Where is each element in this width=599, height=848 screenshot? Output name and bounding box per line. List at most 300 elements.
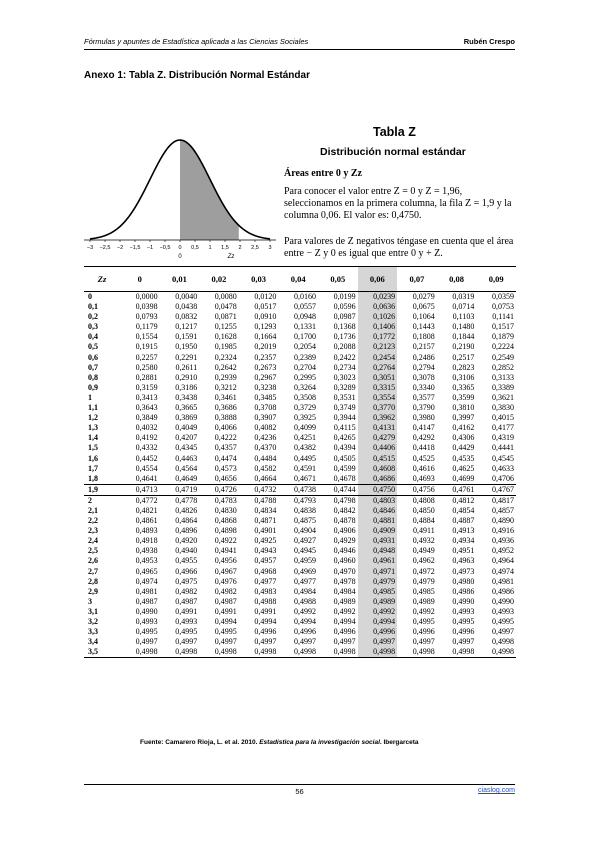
table-row [84,607,516,617]
table-cell: 0,3289 [333,382,356,392]
table-row [84,484,516,495]
table-cell: 0,4992 [333,606,356,616]
table-cell: 0,4332 [135,443,158,453]
table-cell: 0,4896 [175,526,198,536]
table-cell: 0,4582 [254,463,277,473]
table-cell: 0,3078 [412,372,435,382]
table-cell: 0,4997 [293,637,316,647]
table-cell: 0,4207 [175,433,198,443]
row-z-value: 1,9 [84,484,120,495]
row-z-value: 0,5 [88,342,98,352]
table-cell: 0,3365 [452,382,475,392]
table-cell: 0,4949 [412,546,435,556]
table-cell: 0,0160 [293,292,316,301]
table-cell: 0,2823 [452,362,475,372]
table-cell: 0,2642 [214,362,237,372]
table-cell: 0,3413 [135,392,158,402]
table-cell: 0,4898 [214,526,237,536]
figure-title: Tabla Z [373,125,416,139]
table-cell: 0,4842 [333,505,356,515]
table-cell: 0,2967 [254,372,277,382]
row-z-value: 0 [88,292,92,301]
table-cell: 0,4901 [254,526,277,536]
row-z-value: 2,1 [88,505,98,515]
axis-tick-label: −3 [86,245,94,251]
table-cell: 0,4960 [333,556,356,566]
header-col: 0 [120,267,160,292]
table-cell: 0,4664 [254,473,277,483]
table-cell: 0,3599 [452,392,475,402]
table-cell: 0,2995 [293,372,316,382]
table-cell: 0,4812 [452,495,475,505]
axis-tick-label: 1,5 [221,245,229,251]
table-row [84,526,516,536]
row-z-value: 1,4 [88,433,98,443]
table-cell: 0,0596 [333,302,356,312]
table-cell: 0,4998 [160,647,200,658]
table-cell: 0,4989 [358,597,398,607]
table-cell: 0,4599 [333,463,356,473]
table-cell: 0,4890 [492,516,514,526]
table-cell: 0,4131 [358,423,398,433]
table-cell: 0,4515 [358,454,398,464]
table-cell: 0,4996 [452,627,475,637]
table-cell: 0,4909 [358,526,398,536]
table-cell: 0,4911 [413,526,435,536]
table-cell: 0,4995 [135,627,158,637]
axis-tick-label: 3 [268,245,272,251]
table-cell: 0,4881 [358,516,398,526]
table-row [84,383,516,393]
table-cell: 0,4821 [135,505,158,515]
table-cell: 0,3686 [214,403,237,413]
z-table-header [84,267,516,292]
table-cell: 0,4952 [492,546,514,556]
table-row [84,454,516,464]
table-cell: 0,4251 [293,433,316,443]
table-cell: 0,4686 [358,474,398,485]
table-cell: 0,4783 [214,495,237,505]
row-z-value: 0,7 [88,362,98,372]
table-cell: 0,4984 [333,586,356,596]
table-cell: 0,4319 [492,433,514,443]
table-cell: 0,1879 [492,332,514,342]
table-row [84,363,516,373]
table-cell: 0,0080 [214,292,237,301]
table-cell: 0,4738 [278,484,318,495]
table-row [84,516,516,526]
table-cell: 0,4989 [412,596,435,606]
table-row [84,353,516,363]
table-cell: 0,4995 [452,617,475,626]
table-cell: 0,3643 [135,403,158,413]
shaded-area [180,140,239,240]
table-row [84,495,516,506]
table-cell: 0,0517 [254,302,277,312]
table-cell: 0,4292 [412,433,435,443]
table-cell: 0,4554 [135,463,158,473]
table-cell: 0,4951 [452,546,475,556]
table-row [84,423,516,433]
table-cell: 0,4976 [214,576,237,586]
table-cell: 0,4998 [278,647,318,658]
table-cell: 0,4591 [293,463,316,473]
table-cell: 0,4706 [492,473,514,483]
table-cell: 0,2910 [175,372,198,382]
table-cell: 0,4761 [437,484,477,495]
table-cell: 0,2019 [254,342,277,352]
table-cell: 0,4997 [358,637,398,647]
table-cell: 0,4998 [476,647,516,658]
table-cell: 0,3531 [333,392,356,402]
table-cell: 0,4997 [492,627,514,637]
axis-tick-label: 2 [238,245,242,251]
table-cell: 0,4972 [412,566,435,576]
table-cell: 0,4995 [492,617,514,626]
table-cell: 0,2764 [358,363,398,373]
axis-tick-label: 0,5 [191,245,199,251]
table-cell: 0,1591 [175,332,198,342]
table-cell: 0,4997 [452,637,475,647]
table-cell: 0,4463 [175,453,198,463]
table-cell: 0,4974 [135,576,158,586]
axis-tick-label: 2,5 [251,245,259,251]
figure-subtitle: Distribución normal estándar [320,146,466,158]
z-table [84,266,516,658]
table-cell: 0,4959 [293,556,316,566]
source-citation: Fuente: Camarero Rioja, L. et al. 2010. Estadística para la investigación social. Ibergarceta [140,739,419,746]
table-cell: 0,3790 [412,403,435,413]
table-cell: 0,4997 [333,637,356,647]
table-cell: 0,4345 [175,443,198,453]
table-cell: 0,3577 [412,392,435,402]
table-cell: 0,4671 [293,473,316,483]
table-cell: 0,4505 [333,453,356,463]
table-cell: 0,3925 [293,413,316,423]
table-cell: 0,4788 [254,495,277,505]
table-cell: 0,4987 [175,596,198,606]
axis-tick-label: −1,5 [129,245,141,251]
table-row [84,322,516,332]
table-cell: 0,4997 [135,637,158,647]
row-z-value: 3,4 [88,637,98,647]
table-cell: 0,4906 [333,526,356,536]
table-cell: 0,1772 [358,332,398,342]
table-cell: 0,1331 [293,322,316,332]
table-cell: 0,4963 [452,556,475,566]
table-cell: 0,4608 [358,464,398,474]
table-row [84,312,516,322]
table-cell: 0,4982 [214,586,237,596]
table-cell: 0,4957 [254,556,277,566]
table-cell: 0,0319 [452,292,475,301]
table-cell: 0,0438 [175,302,198,312]
table-cell: 0,4147 [412,423,435,433]
header-col: 0,05 [318,267,358,292]
table-cell: 0,4985 [412,586,435,596]
table-cell: 0,2486 [412,352,435,362]
table-cell: 0,4987 [135,596,158,606]
table-cell: 0,2324 [214,352,237,362]
table-cell: 0,4904 [293,526,316,536]
table-cell: 0,4236 [254,433,277,443]
table-cell: 0,3869 [175,413,198,423]
table-cell: 0,4854 [452,505,475,515]
table-row [84,413,516,423]
table-cell: 0,2088 [333,342,356,352]
table-cell: 0,4222 [214,433,237,443]
table-cell: 0,4956 [214,556,237,566]
table-cell: 0,4357 [214,443,237,453]
table-cell: 0,4394 [333,443,356,453]
table-row [84,464,516,474]
header-col: 0,07 [397,267,437,292]
table-cell: 0,4916 [492,526,514,536]
table-cell: 0,2611 [175,362,198,372]
axis-tick-label: −0,5 [159,245,171,251]
table-cell: 0,1554 [135,332,158,342]
table-cell: 0,4986 [452,586,475,596]
table-cell: 0,3944 [333,413,356,423]
table-cell: 0,4913 [452,526,475,536]
row-z-value: 3,1 [88,606,98,616]
table-cell: 0,2157 [412,342,435,352]
table-row [84,546,516,556]
website-link[interactable]: ciaslog.com [478,787,515,794]
table-cell: 0,4641 [135,473,158,483]
table-row [84,567,516,577]
row-z-value: 2,5 [88,546,98,556]
table-cell: 0,4991 [254,606,277,616]
table-cell: 0,4941 [214,546,237,556]
table-row [84,506,516,516]
table-cell: 0,4830 [214,505,237,515]
table-cell: 0,4994 [293,617,316,626]
table-cell: 0,4778 [175,495,198,505]
table-cell: 0,2224 [492,342,514,352]
table-cell: 0,1517 [492,322,514,332]
axis-tick-labels [87,240,272,251]
table-cell: 0,4977 [254,576,277,586]
table-cell: 0,2190 [452,342,475,352]
table-cell: 0,3997 [452,413,475,423]
row-z-value: 2 [88,495,92,505]
table-cell: 0,3023 [333,372,356,382]
row-z-value: 2,3 [88,526,98,536]
table-cell: 0,4993 [492,606,514,616]
table-cell: 0,2422 [333,352,356,362]
table-cell: 0,1179 [135,322,158,332]
table-cell: 0,2852 [492,362,514,372]
table-cell: 0,4772 [135,495,158,505]
table-cell: 0,4993 [175,617,198,626]
table-cell: 0,4998 [437,647,477,658]
table-cell: 0,4545 [492,453,514,463]
table-cell: 0,4946 [333,546,356,556]
table-cell: 0,2580 [135,362,158,372]
table-cell: 0,3849 [135,413,158,423]
row-z-value: 3,3 [88,627,98,637]
table-cell: 0,4699 [452,473,475,483]
table-cell: 0,4932 [412,536,435,546]
row-z-value: 2,4 [88,536,98,546]
table-cell: 0,1915 [135,342,158,352]
table-cell: 0,1026 [358,312,398,322]
table-cell: 0,4713 [120,484,160,495]
table-cell: 0,4970 [333,566,356,576]
table-cell: 0,4678 [333,473,356,483]
table-cell: 0,3554 [358,393,398,403]
table-cell: 0,2291 [175,352,198,362]
table-cell: 0,4306 [452,433,475,443]
table-cell: 0,1950 [175,342,198,352]
row-z-value: 3,5 [84,647,120,658]
header-col: 0,06 [358,267,398,292]
table-cell: 0,4887 [452,516,475,526]
table-cell: 0,4793 [293,495,316,505]
table-cell: 0,4969 [293,566,316,576]
table-cell: 0,4382 [293,443,316,453]
table-cell: 0,4994 [214,617,237,626]
table-cell: 0,1255 [214,322,237,332]
table-cell: 0,4997 [214,637,237,647]
footer-divider [84,784,515,785]
table-cell: 0,4920 [175,536,198,546]
table-cell: 0,4986 [492,586,514,596]
table-row [84,577,516,587]
table-row [84,292,516,303]
table-cell: 0,0948 [293,312,316,322]
table-cell: 0,4996 [412,627,435,637]
table-cell: 0,4962 [412,556,435,566]
table-cell: 0,2054 [293,342,316,352]
table-cell: 0,4992 [358,607,398,617]
table-cell: 0,4850 [412,505,435,515]
table-cell: 0,4177 [492,423,514,433]
row-z-value: 1 [88,392,92,402]
table-row [84,393,516,403]
table-row [84,587,516,597]
table-cell: 0,2734 [333,362,356,372]
table-cell: 0,4918 [135,536,158,546]
table-cell: 0,0871 [214,312,237,322]
table-cell: 0,4015 [492,413,514,423]
table-cell: 0,0714 [452,302,475,312]
table-cell: 0,3508 [293,392,316,402]
table-row [84,373,516,383]
areas-heading: Áreas entre 0 y Zz [284,168,362,179]
table-cell: 0,1443 [412,322,435,332]
table-row [84,433,516,443]
table-cell: 0,4925 [254,536,277,546]
table-cell: 0,4115 [333,423,356,433]
table-cell: 0,3159 [135,382,158,392]
table-cell: 0,4998 [358,647,398,658]
table-cell: 0,4964 [492,556,514,566]
table-cell: 0,3665 [175,403,198,413]
header-col: 0,03 [239,267,279,292]
table-cell: 0,4099 [293,423,316,433]
table-cell: 0,4992 [412,606,435,616]
axis-zero-label: 0 [178,254,182,260]
table-cell: 0,4945 [293,546,316,556]
table-cell: 0,4938 [135,546,158,556]
table-cell: 0,3340 [412,382,435,392]
table-row [84,443,516,453]
row-z-value: 0,6 [88,352,98,362]
row-z-value: 2,9 [88,586,98,596]
table-cell: 0,4987 [214,596,237,606]
table-cell: 0,0279 [412,292,435,301]
table-cell: 0,4990 [492,596,514,606]
table-cell: 0,1808 [412,332,435,342]
row-z-value: 2,2 [88,516,98,526]
table-cell: 0,4573 [214,463,237,473]
table-cell: 0,1736 [333,332,356,342]
table-cell: 0,4981 [135,586,158,596]
table-cell: 0,4998 [492,637,514,647]
table-cell: 0,4995 [412,617,435,626]
table-cell: 0,3980 [412,413,435,423]
row-z-value: 1,8 [88,473,98,483]
table-cell: 0,4994 [254,617,277,626]
table-cell: 0,2389 [293,352,316,362]
table-cell: 0,4994 [358,617,398,627]
table-cell: 0,4997 [254,637,277,647]
table-cell: 0,4981 [492,576,514,586]
table-cell: 0,4971 [358,567,398,577]
table-cell: 0,4996 [254,627,277,637]
normal-curve-figure [80,122,280,262]
table-cell: 0,0753 [492,302,514,312]
table-cell: 0,3888 [214,413,237,423]
row-z-value: 1,1 [88,403,98,413]
table-cell: 0,4993 [135,617,158,626]
table-cell: 0,4616 [412,463,435,473]
table-cell: 0,3962 [358,413,398,423]
table-cell: 0,4861 [135,516,158,526]
table-cell: 0,1368 [333,322,356,332]
table-cell: 0,4936 [492,536,514,546]
table-cell: 0,4980 [452,576,475,586]
table-cell: 0,3485 [254,392,277,402]
table-cell: 0,1406 [358,322,398,332]
table-cell: 0,4429 [452,443,475,453]
table-cell: 0,4066 [214,423,237,433]
table-cell: 0,4625 [452,463,475,473]
table-row [84,342,516,352]
row-z-value: 0,8 [88,372,98,382]
table-cell: 0,4992 [293,606,316,616]
table-cell: 0,4767 [476,484,516,495]
table-cell: 0,4973 [452,566,475,576]
table-cell: 0,4834 [254,505,277,515]
table-cell: 0,0636 [358,302,398,312]
table-cell: 0,4995 [175,627,198,637]
header-col: 0,01 [160,267,200,292]
table-cell: 0,4967 [214,566,237,576]
table-cell: 0,4975 [175,576,198,586]
table-cell: 0,2357 [254,352,277,362]
axis-tick-label: −2 [116,245,124,251]
table-cell: 0,1664 [254,332,277,342]
table-cell: 0,4893 [135,526,158,536]
table-cell: 0,4082 [254,423,277,433]
table-row [84,597,516,607]
table-cell: 0,4803 [358,495,398,506]
table-cell: 0,4756 [397,484,437,495]
table-cell: 0,3238 [254,382,277,392]
